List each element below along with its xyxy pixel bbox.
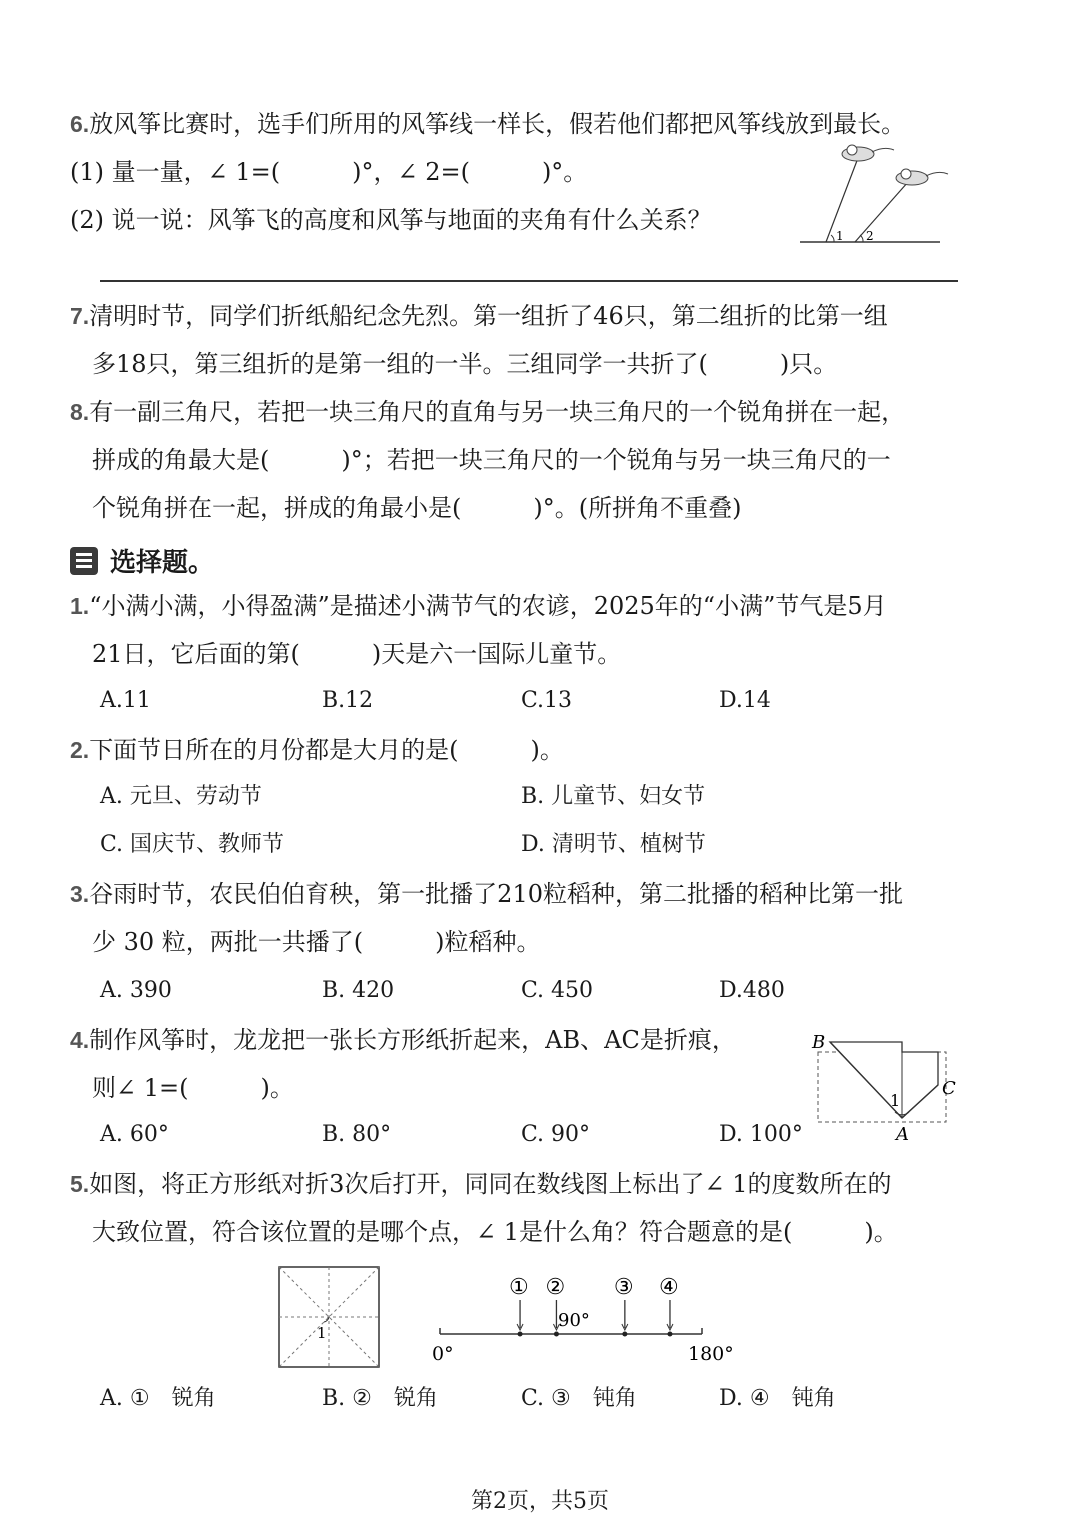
c4-text-1: 制作风筝时，龙龙把一张长方形纸折起来，AB、AC是折痕， xyxy=(89,1026,736,1054)
c2-option-b[interactable]: B. 儿童节、妇女节 xyxy=(521,784,706,809)
c5-option-d[interactable]: D. ④ 钝角 xyxy=(719,1386,836,1411)
c3-text-1: 谷雨时节，农民伯伯育秧，第一批播了210粒稻种，第二批播的稻种比第一批 xyxy=(89,880,903,908)
q7-text-1: 清明时节，同学们折纸船纪念先烈。第一组折了46只，第二组折的比第一组 xyxy=(89,302,888,330)
q6-sub2: (2) 说一说：风筝飞的高度和风筝与地面的夹角有什么关系？ xyxy=(70,206,712,234)
c1-option-d[interactable]: D.14 xyxy=(719,688,771,713)
c3-option-a[interactable]: A. 390 xyxy=(100,978,172,1003)
number-line-dot xyxy=(554,1332,559,1337)
number-line-point-label: ④ xyxy=(658,1275,679,1300)
kite-angle-1-label: 1 xyxy=(836,229,844,243)
c2-option-d[interactable]: D. 清明节、植树节 xyxy=(521,832,706,857)
q8-line3: 个锐角拼在一起，拼成的角最小是( )°。(所拼角不重叠) xyxy=(92,494,742,522)
number-line-point-label: ② xyxy=(545,1275,566,1300)
fold-label-a: A xyxy=(896,1124,909,1145)
section-three-icon xyxy=(70,547,98,575)
c3-option-d[interactable]: D.480 xyxy=(719,978,785,1003)
section-choice-heading xyxy=(70,542,214,579)
c5-line2: 大致位置，符合该位置的是哪个点，∠ 1是什么角？符合题意的是( )。 xyxy=(92,1218,898,1246)
c3-option-b[interactable]: B. 420 xyxy=(322,978,395,1003)
fold-rectangle-figure xyxy=(810,1030,960,1145)
q6-text: 放风筝比赛时，选手们所用的风筝线一样长，假若他们都把风筝线放到最长。 xyxy=(89,110,906,138)
kite-figure xyxy=(800,140,960,250)
page-footer: 第2页，共5页 xyxy=(471,1489,609,1514)
fold-label-c: C xyxy=(942,1078,956,1099)
c5-option-b[interactable]: B. ② 锐角 xyxy=(322,1386,438,1411)
c5-text-1: 如图，将正方形纸对折3次后打开，同同在数线图上标出了∠ 1的度数所在的 xyxy=(89,1170,892,1198)
c5-line1 xyxy=(70,1172,891,1196)
number-line-dot xyxy=(667,1332,672,1337)
c1-line2: 21日，它后面的第( )天是六一国际儿童节。 xyxy=(92,640,622,668)
q7-number: 7. xyxy=(70,303,90,329)
number-line-mid-label: 90° xyxy=(558,1310,590,1331)
kite-icon-2 xyxy=(896,169,948,185)
c2-option-c[interactable]: C. 国庆节、教师节 xyxy=(100,832,285,857)
number-line-figure xyxy=(430,1268,750,1368)
q8-text-1: 有一副三角尺，若把一块三角尺的直角与另一块三角尺的一个锐角拼在一起， xyxy=(89,398,906,426)
number-line-point-1 xyxy=(509,1275,529,1337)
q8-number: 8. xyxy=(70,399,90,425)
c1-option-b[interactable]: B.12 xyxy=(322,688,374,713)
q7-line1 xyxy=(70,304,888,328)
c4-option-b[interactable]: B. 80° xyxy=(322,1122,392,1147)
c3-option-c[interactable]: C. 450 xyxy=(521,978,594,1003)
answer-line xyxy=(100,280,958,282)
c3-number: 3. xyxy=(70,881,90,907)
square-angle-label: 1 xyxy=(317,1324,327,1342)
number-line-point-4 xyxy=(659,1275,679,1337)
section-title: 选择题。 xyxy=(110,548,215,578)
c1-option-a[interactable]: A.11 xyxy=(100,688,151,713)
c2-text-1: 下面节日所在的月份都是大月的是( )。 xyxy=(89,736,564,764)
c4-number: 4. xyxy=(70,1027,90,1053)
c5-number: 5. xyxy=(70,1171,90,1197)
c2-line1 xyxy=(70,738,564,762)
c4-option-a[interactable]: A. 60° xyxy=(100,1122,169,1147)
c4-line1 xyxy=(70,1028,736,1052)
number-line-dot xyxy=(518,1332,523,1337)
q6-number: 6. xyxy=(70,111,90,137)
fold-angle-label: 1 xyxy=(890,1091,901,1110)
q7-line2: 多18只，第三组折的是第一组的一半。三组同学一共折了( )只。 xyxy=(92,350,838,378)
c2-number: 2. xyxy=(70,737,90,763)
c1-text-1: “小满小满，小得盈满”是描述小满节气的农谚，2025年的“小满”节气是5月 xyxy=(89,592,887,620)
q6-line1 xyxy=(70,112,905,136)
number-line-dot xyxy=(622,1332,627,1337)
q8-line1 xyxy=(70,400,905,424)
kite-icon-1 xyxy=(842,145,894,161)
c1-number: 1. xyxy=(70,593,90,619)
number-line-point-label: ① xyxy=(509,1275,529,1300)
kite-angle-2-label: 2 xyxy=(866,229,874,243)
fold-label-b: B xyxy=(812,1032,826,1053)
number-line-max-label: 180° xyxy=(688,1343,734,1365)
c2-option-a[interactable]: A. 元旦、劳动节 xyxy=(100,784,262,809)
c1-option-c[interactable]: C.13 xyxy=(521,688,573,713)
c3-line2: 少 30 粒，两批一共播了( )粒稻种。 xyxy=(92,928,541,956)
number-line-min-label: 0° xyxy=(432,1343,454,1365)
c4-line2: 则∠ 1=( )。 xyxy=(92,1074,294,1102)
c1-line1 xyxy=(70,594,887,618)
q6-sub1: (1) 量一量，∠ 1=( )°，∠ 2=( )°。 xyxy=(70,158,588,186)
folded-square-figure xyxy=(278,1266,380,1368)
c4-option-c[interactable]: C. 90° xyxy=(521,1122,591,1147)
number-line-point-3 xyxy=(614,1275,634,1337)
c4-option-d[interactable]: D. 100° xyxy=(719,1122,803,1147)
c5-option-a[interactable]: A. ① 锐角 xyxy=(100,1386,216,1411)
q8-line2: 拼成的角最大是( )°；若把一块三角尺的一个锐角与另一块三角尺的一 xyxy=(92,446,891,474)
c3-line1 xyxy=(70,882,903,906)
number-line-point-label: ③ xyxy=(613,1275,634,1300)
c5-option-c[interactable]: C. ③ 钝角 xyxy=(521,1386,637,1411)
